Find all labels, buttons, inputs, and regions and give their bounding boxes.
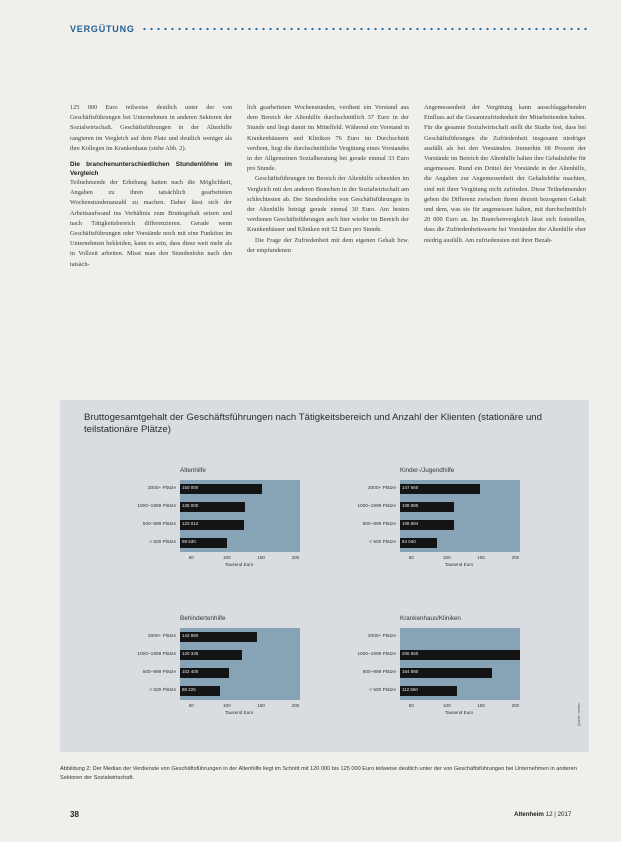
paragraph: Angemessenheit der Vergütung kann ausschlaggebenden Einfluss auf die Gesamtzufriedenheit der Mitarbeitenden haben. Für die gesamte Sozialwirtschaft stellt die Studie fest, dass bei Geschäftsführungen die Zufriedenheit insgesamt niedriger ausfällt als bei den Vorständen. Immerhin 68 Prozent der Vorstände im Bereich der Altenhilfe halten ihre Gehaltshöhe für angemessen. Rund ein Drittel der Vorstände in der Altenhilfe, die Angaben zur Angemessenheit der Gehaltshöhe machten, sind mit ihrer Vergütung nicht zufrieden. Diese Teilnehmenden geben die Differenz zwischen ihrem derzeit bezogenen Gehalt und dem, was sie für angemessen halten, mit durchschnittlich 20 000 Euro an. Im Branchenvergleich lässt sich feststellen, dass die Zufriedenheitswerte bei Vorständen der Altenhilfe eher niedrig ausfällt. Am zufriedensten mit ihrer Bezah- xyxy=(424,104,586,244)
bar xyxy=(180,686,220,696)
x-tick-label: 150 xyxy=(257,555,265,560)
figure-title: Bruttogesamtgehalt der Geschäftsführungen nach Tätigkeitsbereich und Anzahl der Klienten (stationäre und teilstationäre Plätze) xyxy=(84,412,542,435)
x-tick-label: 50 xyxy=(408,555,414,560)
category-label: < 500 Plätze xyxy=(369,540,396,545)
bar-value-label: 164 880 xyxy=(402,669,419,674)
x-axis-label: Tausend Euro xyxy=(225,562,254,567)
category-label: 2000+ Plätze xyxy=(147,634,176,639)
bar xyxy=(400,668,492,678)
bar-value-label: 108 880 xyxy=(402,503,419,508)
bar xyxy=(180,668,229,678)
category-label: 500–999 Plätze xyxy=(142,522,176,527)
bar xyxy=(180,520,244,530)
bar-value-label: 205 560 xyxy=(402,651,419,656)
category-label: 500–999 Plätze xyxy=(362,670,396,675)
bar xyxy=(400,520,454,530)
bar xyxy=(180,650,242,660)
paragraph: lich gearbeiteten Wochenstunden, verdient ein Vorstand aus dem Bereich der Altenhilfe durchschnittlich 37 Euro in der Stunde und liegt damit im Mittelfeld. Während ein Vorstand in Krankenhäusern und Kliniken 76 Euro im Durchschnitt verdient, liegt die durchschnittliche Vergütung eines Vorstandes in der Allgemeinen Sozialberatung bei gerade einmal 33 Euro pro Stunde. xyxy=(247,104,409,173)
chart-title: Krankenhaus/Kliniken xyxy=(400,615,461,622)
bar-value-label: 88 225 xyxy=(182,687,196,692)
bar xyxy=(400,502,454,512)
text-column-1 xyxy=(70,103,232,270)
x-tick-label: 200 xyxy=(511,703,520,708)
x-axis-label: Tausend Euro xyxy=(225,710,254,715)
x-tick-label: 200 xyxy=(291,703,300,708)
category-label: < 500 Plätze xyxy=(149,688,176,693)
bar-value-label: 98 530 xyxy=(182,539,196,544)
category-label: 2000+ Plätze xyxy=(367,634,396,639)
paragraph: Die Frage der Zufriedenheit mit dem eigenen Gehalt bzw. der empfundenen xyxy=(247,236,409,254)
bar xyxy=(180,484,262,494)
bar xyxy=(180,502,245,512)
section-header xyxy=(70,22,590,36)
category-label: < 500 Plätze xyxy=(149,540,176,545)
bar-value-label: 142 860 xyxy=(182,633,199,638)
text-column-2 xyxy=(247,103,409,256)
x-tick-label: 200 xyxy=(511,555,520,560)
magazine-name: Altenheim xyxy=(514,811,544,818)
x-tick-label: 50 xyxy=(408,703,414,708)
bar-value-label: 150 000 xyxy=(182,485,199,490)
x-axis-label: Tausend Euro xyxy=(445,562,474,567)
figure-credit: Quelle: contec xyxy=(577,703,581,726)
x-axis-label: Tausend Euro xyxy=(445,710,474,715)
page-number: 38 xyxy=(70,810,79,819)
category-label: 1000–1999 Plätze xyxy=(137,652,176,657)
x-tick-label: 100 xyxy=(443,555,451,560)
category-label: 1000–1999 Plätze xyxy=(137,504,176,509)
category-label: 500–999 Plätze xyxy=(362,522,396,527)
x-tick-label: 100 xyxy=(443,703,451,708)
figure-caption: Abbildung 2: Der Median der Verdienste von Geschäftsführungen in der Altenhilfe liegt im Schnitt mit 120 000 bis 125 000 Euro teilweise deutlich unter der von Geschäftsführungen bei Unternehmen in anderen Sektoren der Sozialwirtschaft. xyxy=(60,766,577,781)
bar-value-label: 112 560 xyxy=(402,687,418,692)
bar-value-label: 84 040 xyxy=(402,539,416,544)
x-tick-label: 150 xyxy=(477,703,485,708)
paragraph: Geschäftsführungen im Bereich der Altenhilfe schneiden im Vergleich mit den anderen Branchen in der Sozialwirtschaft am schlechtesten ab. Der Stundenlohn von Geschäftsführungen in der Altenhilfe beträgt gerade einmal 30 Euro. Am besten verdienen Geschäftsführungen auch hier wieder im Bereich der Krankenhäuser und Kliniken mit 52 Euro pro Stunde. xyxy=(247,175,409,234)
x-tick-label: 50 xyxy=(188,703,194,708)
subheading: Die branchenunterschiedlichen Stundenlöhne im Vergleich xyxy=(70,161,232,178)
category-label: < 500 Plätze xyxy=(369,688,396,693)
section-title: VERGÜTUNG xyxy=(70,24,135,34)
bar-value-label: 123 012 xyxy=(182,521,199,526)
category-label: 2000+ Plätze xyxy=(367,486,396,491)
x-tick-label: 100 xyxy=(223,555,231,560)
bar-value-label: 125 000 xyxy=(182,503,199,508)
bar xyxy=(400,686,457,696)
issue-number: 12 | 2017 xyxy=(545,811,572,818)
category-label: 1000–1999 Plätze xyxy=(357,652,396,657)
bar-value-label: 108 884 xyxy=(402,521,419,526)
chart-title: Kinder-/Jugendhilfe xyxy=(400,467,455,474)
bar xyxy=(400,538,437,548)
x-tick-label: 150 xyxy=(477,555,485,560)
x-tick-label: 150 xyxy=(257,703,265,708)
chart-title: Behindertenhilfe xyxy=(180,615,226,622)
x-tick-label: 200 xyxy=(291,555,300,560)
bar-value-label: 147 660 xyxy=(402,485,419,490)
x-tick-label: 50 xyxy=(188,555,194,560)
category-label: 2000+ Plätze xyxy=(147,486,176,491)
dotted-rule xyxy=(141,27,590,31)
text-column-3 xyxy=(424,103,586,246)
bar-value-label: 102 400 xyxy=(182,669,199,674)
x-tick-label: 100 xyxy=(223,703,231,708)
bar xyxy=(180,632,257,642)
category-label: 1000–1999 Plätze xyxy=(357,504,396,509)
bar-value-label: 120 335 xyxy=(182,651,199,656)
paragraph: 125 000 Euro teilweise deutlich unter der von Geschäftsführungen bei Unternehmen in anderen Sektoren der Sozialwirtschaft. Geschäftsführungen in der Altenhilfe rangieren im Vergleich auf dem Platz und deutlich weniger als ihre Kollegen im Krankenhaus (siehe Abb. 2). xyxy=(70,104,232,152)
bar xyxy=(180,538,227,548)
chart-title: Altenhilfe xyxy=(180,467,206,474)
bar xyxy=(400,650,520,660)
category-label: 500–999 Plätze xyxy=(142,670,176,675)
magazine-footer xyxy=(514,811,571,818)
bar xyxy=(400,484,480,494)
paragraph: Teilnehmende der Erhebung hatten nach die Möglichkeit, Angaben zu ihren tatsächlich gearbeiteten Wochenstundenanzahl zu machen. Daher lässt sich der Arbeitsaufwand ins Verhältnis zum Bruttogehalt setzen und nach Tätigkeitsbereich differenzieren. Gerade wenn Geschäftsführungen oder Vorstände noch mit eine Funktion im Unternehmen bekleiden, kann es sein, dass diese weit mehr als in Vollzeit arbeiten. Misst man den Stundenlohn nach den tatsäch- xyxy=(70,179,232,268)
